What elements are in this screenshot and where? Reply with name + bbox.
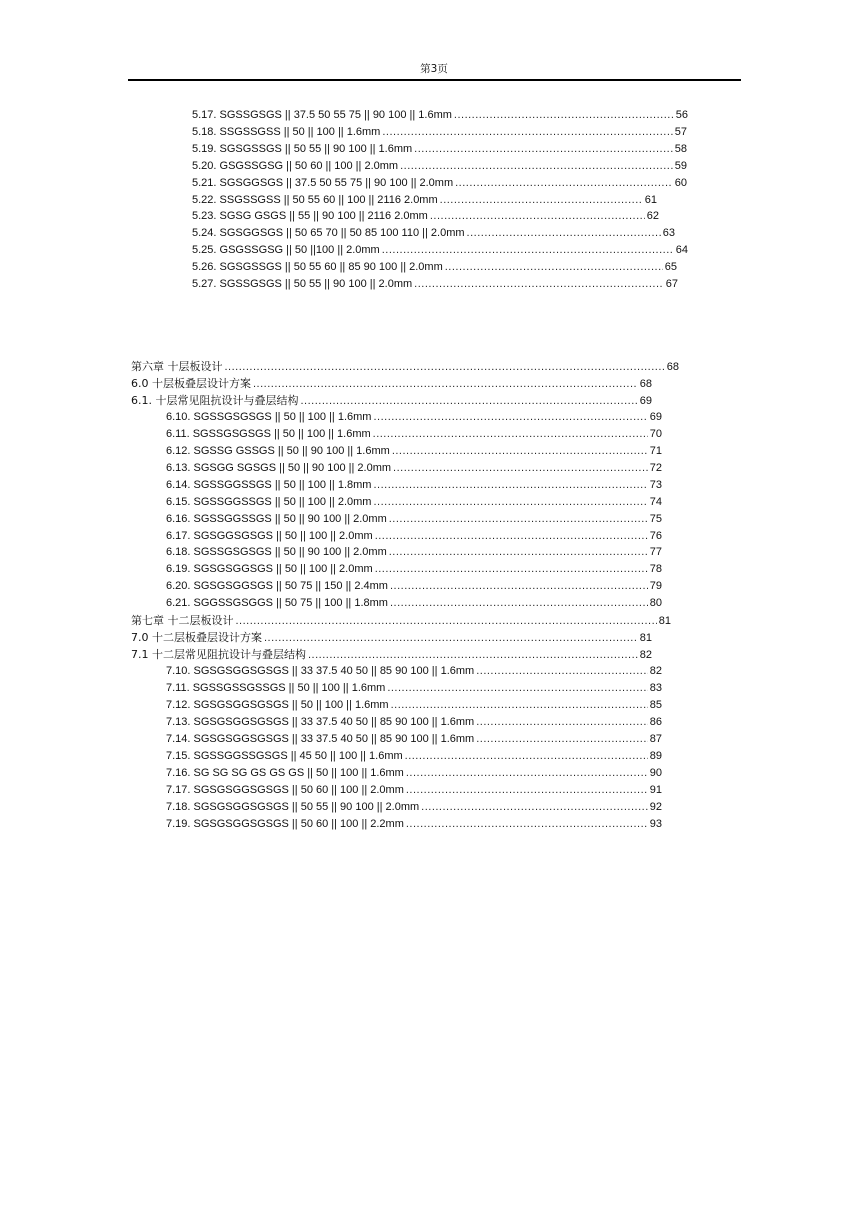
toc-entry-label: 6.14. SGSSGGSSGS || 50 || 100 || 1.8mm	[166, 478, 372, 491]
toc-entry-label: 5.26. SGSGSSGS || 50 55 60 || 85 90 100 || 2.0mm	[192, 261, 443, 274]
toc-entry-label: 6.15. SGSSGGSSGS || 50 || 100 || 2.0mm	[166, 495, 372, 508]
toc-leader-dots	[445, 259, 663, 276]
toc-page-number: 60	[674, 176, 687, 189]
toc-page-number: 65	[664, 261, 677, 274]
toc-entry-label: 7.16. SG SG SG GS GS GS || 50 || 100 || 1.6mm	[166, 766, 404, 779]
toc-entry[interactable]	[166, 816, 662, 833]
toc-page-number: 93	[649, 817, 662, 830]
toc-leader-dots	[454, 107, 674, 124]
toc-chapter-entry[interactable]	[131, 358, 679, 375]
toc-page-number: 80	[649, 597, 662, 610]
toc-page-number: 73	[649, 478, 662, 491]
toc-entry-label: 5.18. SSGSSGSS || 50 || 100 || 1.6mm	[192, 125, 381, 138]
toc-entry-label: 7.13. SGSGSGGSGSGS || 33 37.5 40 50 || 85 90 100 || 1.6mm	[166, 715, 475, 728]
toc-leader-dots	[301, 393, 638, 410]
toc-entry[interactable]	[166, 494, 662, 511]
toc-entry-label: 5.22. SSGSSGSS || 50 55 60 || 100 || 2116 2.0mm	[192, 193, 438, 206]
toc-entry[interactable]	[166, 782, 662, 799]
toc-page-number: 92	[649, 800, 662, 813]
toc-entry[interactable]	[192, 192, 657, 209]
toc-entry[interactable]	[192, 208, 659, 225]
toc-leader-dots	[414, 141, 673, 158]
toc-entry[interactable]	[166, 511, 662, 528]
toc-leader-dots	[308, 647, 638, 664]
toc-entry-label: 第七章 十二层板设计	[131, 614, 234, 628]
toc-leader-dots	[373, 409, 647, 426]
toc-leader-dots	[375, 561, 648, 578]
toc-leader-dots	[390, 595, 648, 612]
toc-entry-label: 5.20. GSGSSGSG || 50 60 || 100 || 2.0mm	[192, 159, 399, 172]
toc-entry-label: 7.17. SGSGSGGSGSGS || 50 60 || 100 || 2.0mm	[166, 783, 404, 796]
toc-entry-label: 6.13. SGSGG SGSGS || 50 || 90 100 || 2.0mm	[166, 461, 392, 474]
toc-entry-label: 7.12. SGSGSGGSGSGS || 50 || 100 || 1.6mm	[166, 699, 389, 711]
toc-entry[interactable]	[166, 714, 662, 731]
toc-leader-dots	[392, 443, 648, 460]
toc-page-number: 89	[649, 749, 662, 762]
toc-page-number: 85	[649, 699, 662, 711]
toc-entry-label: 5.27. SGSSGSGS || 50 55 || 90 100 || 2.0mm	[192, 278, 413, 290]
toc-entry[interactable]	[192, 242, 688, 259]
toc-leader-dots	[389, 544, 648, 561]
toc-leader-dots	[406, 816, 648, 833]
toc-leader-dots	[476, 731, 648, 748]
header-rule	[128, 79, 741, 81]
toc-section-entry[interactable]	[131, 375, 652, 392]
toc-leader-dots	[387, 680, 647, 697]
toc-entry[interactable]	[192, 175, 687, 192]
toc-page-number: 91	[649, 783, 662, 796]
toc-entry[interactable]	[192, 259, 677, 276]
toc-entry-label: 7.0 十二层板叠层设计方案	[131, 631, 262, 645]
toc-entry-label: 7.14. SGSGSGGSGSGS || 33 37.5 40 50 || 85 90 100 || 1.6mm	[166, 732, 475, 745]
toc-leader-dots	[476, 714, 648, 731]
toc-leader-dots	[467, 225, 661, 242]
toc-leader-dots	[225, 359, 665, 376]
toc-entry-label: 5.21. SGSGGSGS || 37.5 50 55 75 || 90 100 || 2.0mm	[192, 176, 454, 189]
toc-entry-label: 6.17. SGSGGSGSGS || 50 || 100 || 2.0mm	[166, 529, 373, 542]
toc-page-number: 63	[662, 227, 675, 240]
toc-entry-label: 5.23. SGSG GSGS || 55 || 90 100 || 2116 2.0mm	[192, 210, 428, 223]
toc-entry[interactable]	[166, 799, 662, 816]
toc-page-number: 70	[649, 427, 662, 440]
toc-entry-label: 6.19. SGSGSGGSGS || 50 || 100 || 2.0mm	[166, 563, 373, 576]
toc-leader-dots	[406, 782, 648, 799]
toc-page-number: 81	[658, 615, 671, 628]
toc-page-number: 69	[639, 394, 652, 407]
toc-entry-label: 6.1. 十层常见阻抗设计与叠层结构	[131, 393, 299, 407]
toc-entry-label: 7.1 十二层常见阻抗设计与叠层结构	[131, 648, 306, 662]
toc-entry[interactable]	[166, 748, 662, 765]
toc-page-number: 59	[674, 159, 687, 172]
toc-entry-label: 6.12. SGSSG GSSGS || 50 || 90 100 || 1.6mm	[166, 444, 390, 457]
toc-page-number: 72	[649, 461, 662, 474]
toc-page-number: 81	[639, 632, 652, 645]
toc-page-number: 78	[649, 563, 662, 576]
toc-chapter-entry[interactable]	[131, 612, 671, 629]
toc-leader-dots	[414, 276, 664, 293]
toc-entry[interactable]	[192, 276, 678, 293]
toc-entry-label: 5.24. SGSGGSGS || 50 65 70 || 50 85 100 110 || 2.0mm	[192, 227, 465, 240]
toc-leader-dots	[236, 613, 657, 630]
toc-entry-label: 6.16. SGSSGGSSGS || 50 || 90 100 || 2.0mm	[166, 512, 387, 525]
toc-leader-dots	[375, 528, 648, 545]
toc-entry-label: 7.10. SGSGSGGSGSGS || 33 37.5 40 50 || 85 90 100 || 1.6mm	[166, 665, 475, 678]
toc-page-number: 75	[649, 512, 662, 525]
toc-section-entry[interactable]	[131, 392, 652, 409]
toc-entry[interactable]	[192, 158, 687, 175]
toc-section-entry[interactable]	[131, 629, 652, 646]
toc-entry-label: 6.18. SGSSGSGSGS || 50 || 90 100 || 2.0mm	[166, 546, 387, 559]
toc-page-number: 58	[674, 142, 687, 155]
toc-page-number: 57	[674, 125, 687, 138]
toc-entry[interactable]	[192, 124, 687, 141]
toc-page-number: 76	[649, 529, 662, 542]
toc-entry-label: 6.10. SGSSGSGSGS || 50 || 100 || 1.6mm	[166, 410, 372, 423]
toc-page-number: 77	[649, 546, 662, 559]
toc-page-number: 82	[649, 665, 662, 678]
toc-page-number: 90	[649, 766, 662, 779]
toc-entry[interactable]	[166, 765, 662, 782]
toc-entry-label: 5.25. GSGSSGSG || 50 ||100 || 2.0mm	[192, 244, 380, 257]
toc-leader-dots	[430, 208, 645, 225]
toc-leader-dots	[393, 460, 648, 477]
toc-page-number: 68	[639, 377, 652, 390]
toc-entry[interactable]	[166, 697, 662, 714]
toc-entry-label: 6.21. SGGSSGSGGS || 50 75 || 100 || 1.8mm	[166, 597, 388, 610]
toc-leader-dots	[382, 242, 674, 259]
toc-leader-dots	[373, 494, 647, 511]
toc-entry-label: 6.20. SGSGSGGSGS || 50 75 || 150 || 2.4mm	[166, 580, 388, 593]
toc-page-number: 64	[675, 244, 688, 257]
toc-entry-label: 7.15. SGSSGGSSGSGS || 45 50 || 100 || 1.6mm	[166, 749, 403, 762]
toc-entry[interactable]	[166, 477, 662, 494]
toc-entry[interactable]	[166, 443, 662, 460]
toc-page-number: 62	[646, 210, 659, 223]
toc-leader-dots	[382, 124, 672, 141]
toc-entry[interactable]	[166, 561, 662, 578]
page-header: 第3页	[420, 63, 448, 75]
toc-entry[interactable]	[166, 680, 662, 697]
toc-leader-dots	[400, 158, 673, 175]
toc-leader-dots	[476, 663, 648, 680]
toc-entry[interactable]	[192, 225, 675, 242]
toc-entry-label: 5.19. SGSGSSGS || 50 55 || 90 100 || 1.6mm	[192, 142, 413, 155]
toc-entry[interactable]	[166, 731, 662, 748]
toc-section-entry[interactable]	[131, 646, 652, 663]
toc-entry-label: 6.0 十层板叠层设计方案	[131, 376, 251, 390]
toc-entry[interactable]	[192, 141, 687, 158]
toc-entry-label: 7.19. SGSGSGGSGSGS || 50 60 || 100 || 2.2mm	[166, 817, 404, 830]
toc-page-number: 79	[649, 580, 662, 593]
toc-entry[interactable]	[166, 426, 662, 443]
toc-leader-dots	[421, 799, 648, 816]
toc-page-number: 71	[649, 444, 662, 457]
toc-entry[interactable]	[166, 544, 662, 561]
toc-entry[interactable]	[166, 460, 662, 477]
toc-entry-label: 第六章 十层板设计	[131, 360, 223, 373]
toc-entry[interactable]	[166, 528, 662, 545]
toc-leader-dots	[391, 697, 648, 714]
toc-entry[interactable]	[166, 663, 662, 680]
toc-leader-dots	[253, 376, 638, 393]
toc-page-number: 56	[675, 109, 688, 121]
toc-entry[interactable]	[166, 409, 662, 426]
toc-entry-label: 7.18. SGSGSGGSGSGS || 50 55 || 90 100 || 2.0mm	[166, 800, 420, 813]
toc-page-number: 83	[649, 682, 662, 695]
toc-leader-dots	[389, 511, 648, 528]
toc-page-number: 82	[639, 649, 652, 662]
toc-leader-dots	[390, 578, 648, 595]
toc-leader-dots	[455, 175, 673, 192]
toc-leader-dots	[405, 748, 648, 765]
toc-entry[interactable]	[192, 107, 688, 124]
toc-entry-label: 5.17. SGSSGSGS || 37.5 50 55 75 || 90 100 || 1.6mm	[192, 109, 452, 121]
toc-leader-dots	[373, 426, 648, 443]
toc-entry[interactable]	[166, 595, 662, 612]
toc-page-number: 61	[644, 193, 657, 206]
toc-page-number: 87	[649, 732, 662, 745]
toc-page-number: 86	[649, 715, 662, 728]
toc-page-number: 69	[649, 410, 662, 423]
toc-leader-dots	[373, 477, 647, 494]
toc-page-number: 67	[665, 278, 678, 290]
toc-entry-label: 7.11. SGSSGSSGSSGS || 50 || 100 || 1.6mm	[166, 682, 386, 695]
toc-page-number: 74	[649, 495, 662, 508]
toc-leader-dots	[440, 192, 643, 209]
toc-entry-label: 6.11. SGSSGSGSGS || 50 || 100 || 1.6mm	[166, 427, 371, 440]
toc-entry[interactable]	[166, 578, 662, 595]
toc-page-number: 68	[666, 361, 679, 373]
toc-leader-dots	[406, 765, 648, 782]
toc-leader-dots	[264, 630, 638, 647]
